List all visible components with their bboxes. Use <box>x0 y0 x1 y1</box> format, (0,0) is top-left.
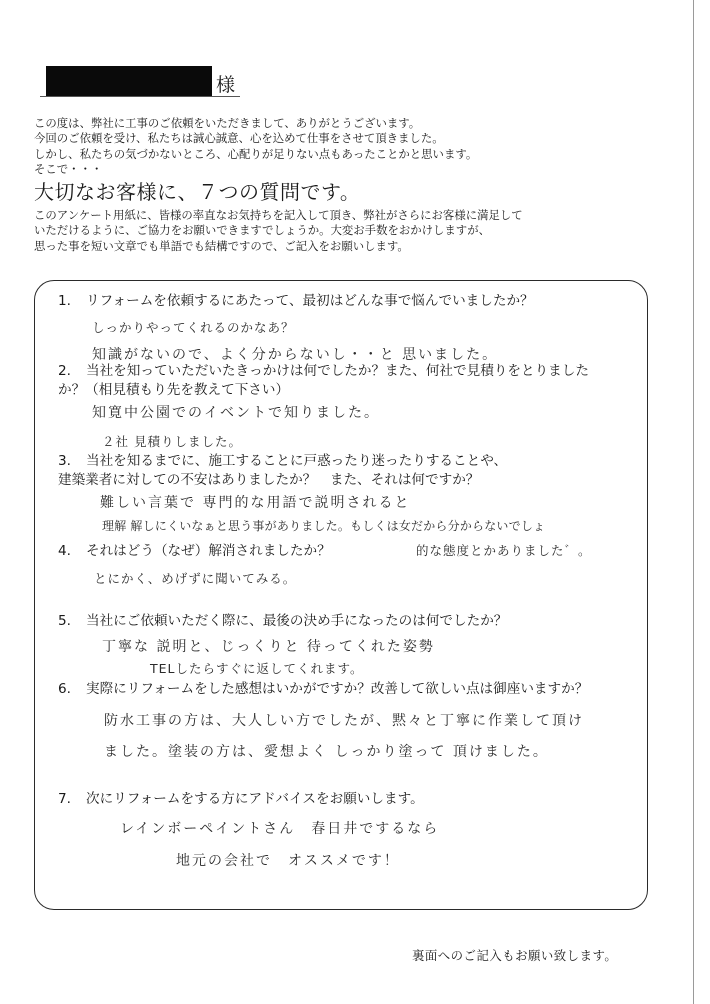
question-text: 当社にご依頼いただく際に、最後の決め手になったのは何でしたか？ <box>86 613 508 629</box>
answer-4-line-1: とにかく、めげずに聞いてみる。 <box>94 571 297 586</box>
answer-2-line-2: ２社 見積りしました。 <box>102 434 242 449</box>
page-edge-line <box>693 0 694 1004</box>
answer-3-line-2: 理解 解しにくいなぁと思う事がありました。もしくは女だから分からないでしょ <box>102 519 546 533</box>
question-5 <box>58 612 507 631</box>
question-number: 5. <box>58 613 71 629</box>
question-number: 6. <box>58 681 71 697</box>
answer-2-line-1: 知寛中公園でのイベントで知りました。 <box>92 405 380 421</box>
question-7 <box>58 790 424 809</box>
answer-6-line-1: 防水工事の方は、大人しい方でしたが、黙々と丁寧に作業して頂け <box>104 713 584 729</box>
question-text: リフォームを依頼するにあたって、最初はどんな事で悩んでいましたか？ <box>86 293 534 309</box>
question-number: 4. <box>58 543 71 559</box>
question-text: 当社を知るまでに、施工することに戸惑ったり迷ったりすることや、 建築業者に対しての不安はありましたか？ また、それは何ですか？ <box>58 453 508 488</box>
honorific: 様 <box>216 74 236 96</box>
question-text: それはどう（なぜ）解消されましたか？ <box>86 543 331 559</box>
answer-1-line-1: しっかりやってくれるのかなあ？ <box>92 320 295 335</box>
question-6 <box>58 680 588 699</box>
answer-7-line-2: 地元の会社で オススメです！ <box>176 853 400 869</box>
question-number: 2. <box>58 363 71 379</box>
question-number: 3. <box>58 453 71 469</box>
answer-5-line-1: 丁寧な 説明と、じっくりと 待ってくれた姿勢 <box>102 639 435 655</box>
answer-6-line-2: ました。塗装の方は、愛想よく しっかり塗って 頂けました。 <box>104 744 549 760</box>
request-text: このアンケート用紙に、皆様の率直なお気持ちを記入して頂き、弊社がさらにお客様に満足して いただけるように、ご協力をお願いできますでしょうか。大変お手数をおかけしますが、 思った事を短い文章でも単語でも結構ですので、ご記入をお願いします。 <box>34 208 523 253</box>
question-number: 7. <box>58 791 71 807</box>
question-text: 実際にリフォームをした感想はいかがですか？改善して欲しい点は御座いますか？ <box>86 681 589 697</box>
redacted-name <box>46 66 212 96</box>
name-underline <box>40 96 240 97</box>
intro-text: この度は、弊社に工事のご依頼をいただきまして、ありがとうございます。 今回のご依頼を受け、私たちは誠心誠意、心を込めて仕事をさせて頂きました。 しかし、私たちの気づかないところ、心配りが足りない点もあったことかと思います。 そこで・・・ <box>34 116 478 177</box>
answer-1-line-2: 知識がないので、よく分からないし・・と 思いました。 <box>92 347 499 363</box>
question-2 <box>58 362 589 400</box>
answer-7-line-1: レインボーペイントさん 春日井でするなら <box>120 821 440 837</box>
answer-3-line-1: 難しい言葉で 専門的な用語で説明されると <box>100 495 411 511</box>
question-4 <box>58 542 331 561</box>
answer-3-line-3: 的な態度とかありました゛。 <box>416 543 592 558</box>
answer-5-line-2: TELしたらすぐに返してくれます。 <box>150 661 364 676</box>
footer-note: 裏面へのご記入もお願い致します。 <box>412 948 618 963</box>
question-text: 当社を知っていただいたきっかけは何でしたか？また、何社で見積りをとりました か？（相見積もり先を教えて下さい） <box>58 363 589 398</box>
question-text: 次にリフォームをする方にアドバイスをお願いします。 <box>86 791 424 807</box>
question-number: 1. <box>58 293 71 309</box>
page-heading: 大切なお客様に、７つの質問です。 <box>34 180 361 204</box>
question-1 <box>58 292 534 311</box>
question-3 <box>58 452 507 490</box>
